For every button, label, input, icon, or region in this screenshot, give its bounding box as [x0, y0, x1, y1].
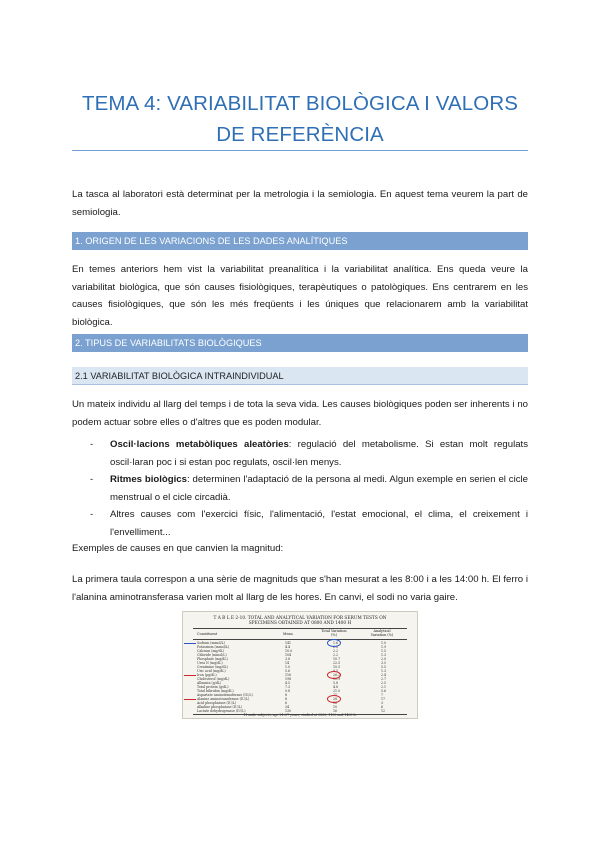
- table-cell-total-variation: 2.2: [333, 653, 339, 657]
- table-cell-total-variation: 10.9: [333, 677, 341, 681]
- table-cell-analytical-variation: 6: [381, 705, 384, 709]
- table-cell-mean: 8: [285, 697, 288, 701]
- table-cell-constituent: Alkaline phosphatase (IU/L): [197, 705, 243, 709]
- table-cell-constituent: Lactate dehydrogenase (IU/L): [197, 709, 246, 713]
- table-cell-analytical-variation: 3.5: [381, 661, 387, 665]
- list-item-term: Oscil·lacions metabòliques aleatòries: [110, 439, 289, 450]
- list-item: [90, 471, 528, 506]
- table-cell-mean: 14: [285, 661, 290, 665]
- page-title: TEMA 4: VARIABILITAT BIOLÒGICA I VALORS DE REFERÈNCIA: [81, 92, 519, 146]
- table-cell-constituent: Chloride (mmol/L): [197, 653, 227, 657]
- table-cell-analytical-variation: 2.4: [381, 673, 387, 677]
- table-cell-mean: 4.5: [285, 681, 291, 685]
- list-item-term: Ritmes biològics: [110, 474, 187, 485]
- table-cell-analytical-variation: 7: [381, 693, 384, 697]
- table-cell-total-variation: 1.6: [333, 641, 339, 645]
- column-header-analytical-variation: Analytical Variation (%): [370, 629, 394, 637]
- table-cell-total-variation: 10.5: [333, 665, 341, 669]
- section-2-heading: 2. TIPUS DE VARIABILITATS BIOLÒGIQUES: [72, 334, 528, 352]
- alanine-aminotransferase-highlight-circle: [327, 695, 341, 703]
- table-cell-constituent: Alanine aminotransferase (IU/L): [197, 697, 250, 701]
- iron-pointer-line: [184, 675, 196, 676]
- table-cell-total-variation: 26.2: [333, 673, 341, 677]
- table-cell-analytical-variation: 2.0: [381, 657, 387, 661]
- table-cell-total-variation: 5.8: [333, 681, 339, 685]
- table-cell-constituent: Iron (µg/dL): [197, 673, 217, 677]
- table-cell-constituent: Albumin (g/dL): [197, 681, 222, 685]
- table-cell-analytical-variation: 5.6: [381, 689, 387, 693]
- table-cell-analytical-variation: 2.1: [381, 685, 387, 689]
- table-cell-analytical-variation: 5.5: [381, 665, 387, 669]
- list-item-text: : determinen l'adaptació de la persona al medi. Algun exemple en serien el cicle menstrual o el cicle circadià.: [110, 474, 529, 503]
- table-cell-constituent: Phosphate (mg/dL): [197, 657, 228, 661]
- table-cell-mean: 6: [285, 701, 288, 705]
- table-cell-constituent: Total protein (g/dL): [197, 685, 229, 689]
- section-1-paragraph: En temes anteriors hem vist la variabilitat preanalítica i la variabilitat analítica. Ens queda veure la variabilitat biològica, que són causes fisiològiques, terapèutiques o patològiques. Ens centrarem en les causes fisiològiques, que són les més freqüents i les úniques que relacionarem amb la variabilitat biològica.: [72, 264, 528, 328]
- table-footnote: 11 male subjects, age 21–27 years; studied at 0800, 1100 and 1400 h.: [243, 713, 357, 717]
- table-cell-mean: 3.8: [285, 657, 291, 661]
- table-cell-analytical-variation: 3: [381, 701, 384, 705]
- figure-caption-line-2: SPECIMENS OBTAINED AT 0800 AND 1400 H: [248, 621, 352, 626]
- table-header-rule: [193, 639, 407, 640]
- section-2-1-paragraph: Un mateix individu al llarg del temps i de tota la seva vida. Les causes biològiques poden ser inherents i no podem actuar sobre elles o d'altres que es poden modular.: [72, 399, 528, 428]
- table-cell-analytical-variation: 1.9: [381, 645, 387, 649]
- table-cell-total-variation: 2.8: [333, 645, 339, 649]
- table-cell-constituent: Urea N (mg/dL): [197, 661, 223, 665]
- table-cell-mean: 104: [285, 653, 292, 657]
- section-1-heading: 1. ORIGEN DE LES VARIACIONS DE LES DADES ANALÍTIQUES: [72, 232, 528, 250]
- list-item-text: Altres causes com l'exercici físic, l'alimentació, l'estat emocional, el clima, el creixement i l'envelliment...: [110, 509, 528, 538]
- table-cell-total-variation: 28: [333, 697, 338, 701]
- list-item: [90, 506, 528, 541]
- intro-paragraph: La tasca al laboratori està determinat per la metrologia i la semiologia. En aquest tema veurem la part de semiologia.: [72, 189, 528, 218]
- table-cell-total-variation: 16: [333, 701, 338, 705]
- figure-caption-line-1: T A B L E 2-10. TOTAL AND ANALYTICAL VARIATION FOR SERUM TESTS ON: [213, 616, 387, 621]
- causes-list: [90, 436, 528, 541]
- table-cell-mean: 141: [285, 641, 292, 645]
- table-cell-constituent: Potassium (mmol/L): [197, 645, 230, 649]
- sodium-pointer-line: [184, 643, 196, 644]
- table-cell-total-variation: 4.8: [333, 685, 339, 689]
- table-cell-total-variation: 2.2: [333, 649, 339, 653]
- table-cell-constituent: Sodium (mmol/L): [197, 641, 225, 645]
- table-cell-mean: 5.6: [285, 669, 291, 673]
- alanine-aminotransferase-pointer-line: [184, 699, 196, 700]
- column-header-mean: Mean: [283, 632, 293, 636]
- table-cell-mean: 130: [285, 709, 292, 713]
- table-cell-constituent: Cholesterol (mg/dL): [197, 677, 230, 681]
- table-cell-analytical-variation: 1.3: [381, 669, 387, 673]
- table-cell-analytical-variation: 1.0: [381, 641, 387, 645]
- list-item-text: : regulació del metabolisme. Si estan molt regulats oscil·laran poc i si estan poc regulats, oscil·len menys.: [110, 439, 529, 468]
- iron-highlight-circle: [327, 671, 341, 679]
- column-header-total-variation: Total Variation (%): [321, 629, 347, 637]
- table-cell-total-variation: 10.7: [333, 657, 341, 661]
- list-dash: -: [90, 474, 94, 485]
- section-2-1-heading: 2.1 VARIABILITAT BIOLÒGICA INTRAINDIVIDUAL: [72, 367, 528, 385]
- table-cell-constituent: Uric acid (mg/dL): [197, 669, 226, 673]
- serum-variation-table-figure: [182, 611, 418, 719]
- table-cell-analytical-variation: 17: [381, 697, 386, 701]
- table-description: La primera taula correspon a una sèrie de magnituds que s'han mesurat a les 8:00 i a les 14:00 h. El ferro i l'alanina aminotransferasa varien molt al llarg de les hores. En canvi, el sodi no varia gaire.: [72, 574, 528, 603]
- table-cell-total-variation: 21.0: [333, 689, 341, 693]
- table-cell-mean: 4.4: [285, 645, 291, 649]
- list-dash: -: [90, 509, 94, 520]
- table-cell-mean: 0.8: [285, 689, 291, 693]
- table-cell-mean: 10.0: [285, 649, 293, 653]
- title-underline: [72, 150, 528, 151]
- column-header-constituent: Constituent: [197, 632, 218, 636]
- table-cell-constituent: Creatinine (mg/dL): [197, 665, 228, 669]
- table-cell-constituent: Aspartate aminotransferase (IU/L): [197, 693, 253, 697]
- table-cell-analytical-variation: 2.5: [381, 681, 387, 685]
- table-cell-analytical-variation: 2.7: [381, 677, 387, 681]
- list-dash: -: [90, 439, 94, 450]
- table-cell-total-variation: 22.5: [333, 661, 341, 665]
- examples-intro: Exemples de causes en que canvien la magnitud:: [72, 543, 284, 554]
- table-cell-total-variation: 16: [333, 709, 338, 713]
- table-cell-analytical-variation: 12: [381, 709, 386, 713]
- table-cell-constituent: Acid phosphatase (IU/L): [197, 701, 237, 705]
- table-cell-analytical-variation: 1.3: [381, 653, 387, 657]
- table-cell-total-variation: 9.5: [333, 669, 339, 673]
- table-cell-constituent: Total bilirubin (mg/dL): [197, 689, 234, 693]
- table-cell-mean: 7.3: [285, 685, 291, 689]
- table-cell-mean: 34: [285, 705, 290, 709]
- table-cell-constituent: Calcium (mg/dL): [197, 649, 225, 653]
- table-cell-mean: 1.0: [285, 665, 291, 669]
- list-item: [90, 436, 528, 471]
- table-cell-mean: 198: [285, 677, 292, 681]
- table-cell-mean: 116: [285, 673, 292, 677]
- table-cell-mean: 8: [285, 693, 288, 697]
- sodium-highlight-circle: [327, 639, 341, 647]
- table-cell-analytical-variation: 1.5: [381, 649, 387, 653]
- table-cell-total-variation: 10: [333, 705, 338, 709]
- table-cell-total-variation: 21: [333, 693, 338, 697]
